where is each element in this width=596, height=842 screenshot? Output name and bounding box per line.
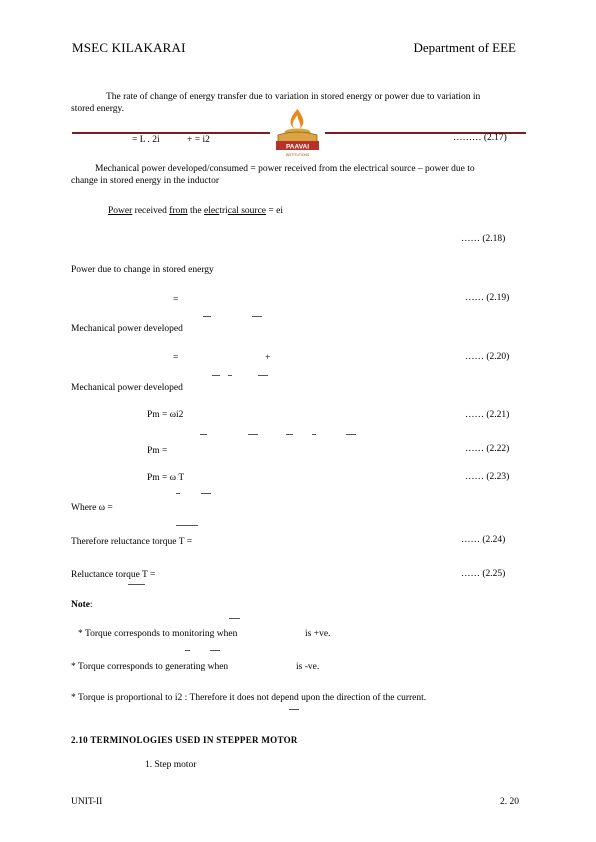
fraction-bar (346, 434, 356, 435)
footer-page-number: 2. 20 (500, 797, 519, 807)
fraction-bar (176, 493, 180, 494)
fraction-bar (229, 618, 240, 619)
eq-2-24-number: …… (2.24) (461, 535, 506, 545)
eq-2-21-number: …… (2.21) (465, 410, 510, 420)
eq-2-25-lhs: Reluctance torque T = (71, 570, 156, 580)
fraction-bar (286, 434, 293, 435)
eq-2-22-number: …… (2.22) (465, 444, 510, 454)
fraction-bar (258, 375, 268, 376)
svg-text:INSTITUTIONS: INSTITUTIONS (285, 153, 310, 157)
fraction-bar (289, 709, 299, 710)
fraction-bar (128, 584, 145, 585)
power-change-label: Power due to change in stored energy (71, 265, 214, 275)
note-2-sign: is -ve. (296, 662, 320, 672)
note-1-sign: is +ve. (305, 629, 331, 639)
eq-2-17-number: ……… (2.17) (453, 133, 507, 143)
header-institution: MSEC KILAKARAI (72, 40, 186, 55)
eq-2-17-lhs: = L . 2i (132, 135, 160, 145)
eq-2-22-lhs: Pm = (147, 446, 168, 456)
fraction-bar (176, 525, 198, 526)
eq-2-18-number: …… (2.18) (461, 234, 506, 244)
eq-2-20-number: …… (2.20) (465, 352, 510, 362)
institution-logo (270, 105, 325, 160)
header-department: Department of EEE (413, 40, 516, 55)
eq-2-17-mid: + = i2 (187, 135, 210, 145)
fraction-bar (185, 650, 190, 651)
logo-text: PAAVAI (285, 143, 310, 151)
fraction-bar (200, 434, 207, 435)
fraction-bar (201, 493, 211, 494)
note-2-text: * Torque corresponds to generating when (71, 662, 229, 672)
list-item: 1. Step motor (145, 760, 197, 770)
mech-power-label-1: Mechanical power developed (71, 324, 183, 334)
intro-paragraph: The rate of change of energy transfer due to variation in stored energy or power due to variation in stored energy. (71, 92, 481, 114)
eq-2-25-number: …… (2.25) (461, 569, 506, 579)
eq-2-23-number: …… (2.23) (465, 472, 510, 482)
fraction-bar (252, 316, 262, 317)
eq-2-23-lhs: Pm = ω T (147, 473, 185, 483)
note-label: Note: (71, 600, 93, 610)
fraction-bar (210, 650, 220, 651)
fraction-bar (212, 375, 220, 376)
where-omega: Where ω = (71, 503, 113, 513)
fraction-bar (248, 434, 258, 435)
eq-2-20-plus: + (265, 353, 271, 363)
eq-2-19-number: …… (2.19) (465, 293, 510, 303)
fraction-bar (228, 375, 232, 376)
mech-power-label-2: Mechanical power developed (71, 383, 183, 393)
eq-2-21-lhs: Pm = ωi2 (147, 410, 184, 420)
footer-unit: UNIT-II (71, 797, 103, 807)
note-3-text: * Torque is proportional to i2 : Therefore it does not depend upon the direction of the current. (71, 693, 427, 703)
eq-2-19-lhs: = (173, 295, 179, 305)
eq-2-20-lhs: = (173, 353, 179, 363)
fraction-bar (203, 316, 211, 317)
eq-2-24-lhs: Therefore reluctance torque T = (71, 537, 193, 547)
note-1-text: * Torque corresponds to monitoring when (78, 629, 238, 639)
power-received-line: Power received from the electrical source = ei (108, 206, 283, 216)
mech-power-paragraph: Mechanical power developed/consumed = power received from the electrical source – power due to change in stored energy in the inductor (71, 164, 475, 186)
fraction-bar (312, 434, 316, 435)
section-heading: 2.10 TERMINOLOGIES USED IN STEPPER MOTOR (71, 735, 298, 745)
